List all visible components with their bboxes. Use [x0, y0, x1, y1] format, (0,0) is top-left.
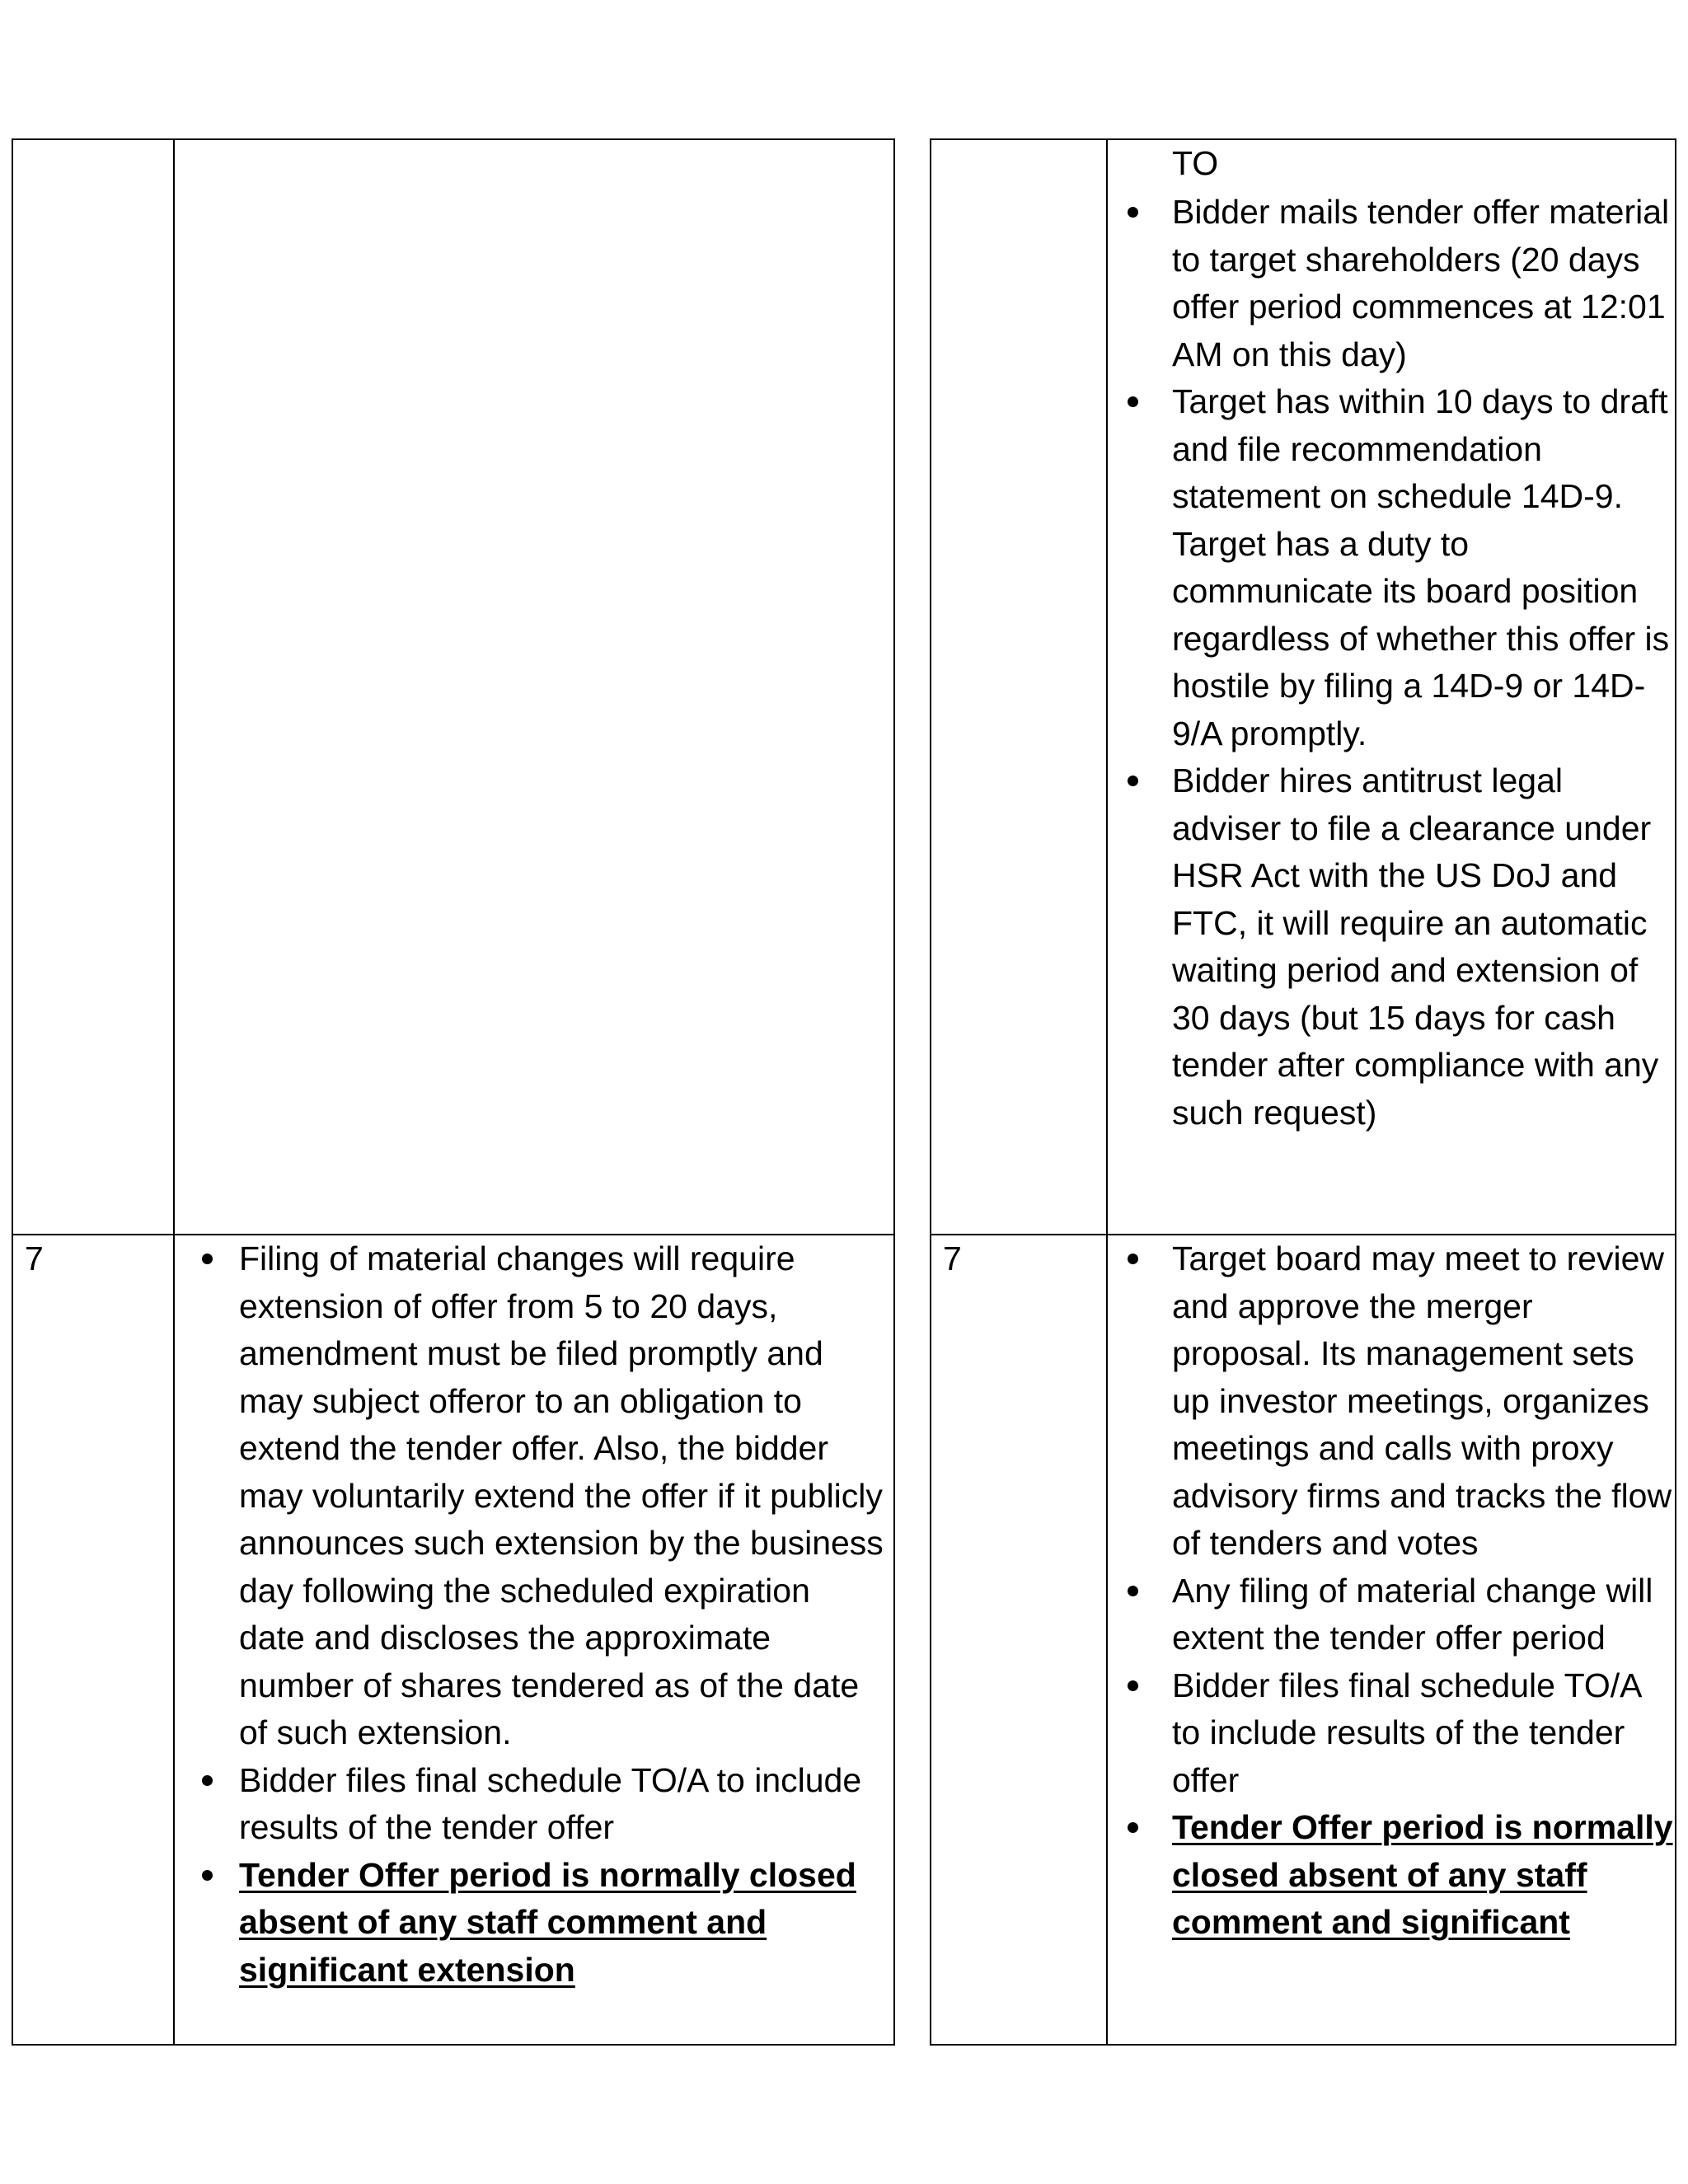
- right-top-row-number: [931, 140, 1108, 1234]
- left-top-row-number: [13, 140, 175, 1234]
- list-item: [175, 1235, 884, 1757]
- continued-text: TO: [1172, 144, 1219, 182]
- left-table: [12, 138, 895, 2046]
- right-top-row-content: [1108, 140, 1675, 1234]
- bullet-icon: [1128, 1822, 1138, 1833]
- bullet-text: Bidder hires antitrust legal adviser to file a clearance under HSR Act with the US DoJ and FTC, it will require an automatic waiting period and extension of 30 days (but 15 days for cash tender after compliance with any such request): [1172, 762, 1659, 1132]
- bullet-icon: [202, 1870, 213, 1881]
- left-row-7-content: [175, 1235, 893, 2044]
- list-item: [1108, 1568, 1673, 1662]
- left-row-7-number: 7: [13, 1235, 175, 2044]
- bullet-icon: [1128, 396, 1138, 407]
- list-item: [1108, 189, 1673, 378]
- bullet-text: Any filing of material change will extent the tender offer period: [1172, 1571, 1653, 1657]
- right-row-7-content: [1108, 1235, 1675, 2044]
- bullet-icon: [1128, 1254, 1138, 1264]
- left-top-row-content: [175, 140, 893, 1234]
- bullet-icon: [1128, 207, 1138, 218]
- bullet-text: Tender Offer period is normally closed absent of any staff comment and significant extension: [239, 1855, 856, 1989]
- bullet-icon: [1128, 776, 1138, 786]
- right-row-7-bullet-list: [1108, 1235, 1673, 1947]
- right-top-row-bullet-list: [1108, 189, 1673, 1137]
- bullet-text: Tender Offer period is normally closed absent of any staff comment and significant: [1172, 1808, 1673, 1941]
- left-top-row: [13, 140, 893, 1234]
- bullet-text: Target has within 10 days to draft and file recommendation statement on schedule 14D-9. Target has a duty to communicate its board position regardless of whether this offer is hostile by filing a 14D-9 or 14D-9/A promptly.: [1172, 382, 1670, 752]
- right-row-7-number: 7: [931, 1235, 1108, 2044]
- bullet-text: Bidder files final schedule TO/A to include results of the tender offer: [239, 1760, 862, 1846]
- bullet-icon: [1128, 1680, 1138, 1691]
- bullet-icon: [202, 1254, 213, 1264]
- list-item: [1108, 378, 1673, 757]
- right-row-7: [931, 1234, 1675, 2044]
- list-item: [1108, 1804, 1673, 1947]
- bullet-text: Bidder mails tender offer material to target shareholders (20 days offer period commences at 12:01 AM on this day): [1172, 193, 1670, 373]
- list-item: [1108, 757, 1673, 1137]
- left-row-7-bullet-list: [175, 1235, 884, 1994]
- right-table: [930, 138, 1676, 2046]
- left-row-7: [13, 1234, 893, 2044]
- list-item: [175, 1757, 884, 1852]
- bullet-icon: [1128, 1586, 1138, 1596]
- bullet-icon: [202, 1775, 213, 1786]
- list-item: [1108, 1662, 1673, 1805]
- bullet-text: Bidder files final schedule TO/A to include results of the tender offer: [1172, 1666, 1641, 1799]
- bullet-text: Target board may meet to review and approve the merger proposal. Its management sets up investor meetings, organizes meetings and calls with proxy advisory firms and tracks the flow of tenders and votes: [1172, 1240, 1672, 1562]
- list-item: [175, 1852, 884, 1994]
- bullet-text: Filing of material changes will require extension of offer from 5 to 20 days, amendment must be filed promptly and may subject offeror to an obligation to extend the tender offer. Also, the bidder may voluntarily extend the offer if it publicly announces such extension by the business day following the scheduled expiration date and discloses the approximate number of shares tendered as of the date of such extension.: [239, 1240, 884, 1751]
- right-top-row: [931, 140, 1675, 1234]
- list-item: [1108, 1235, 1673, 1568]
